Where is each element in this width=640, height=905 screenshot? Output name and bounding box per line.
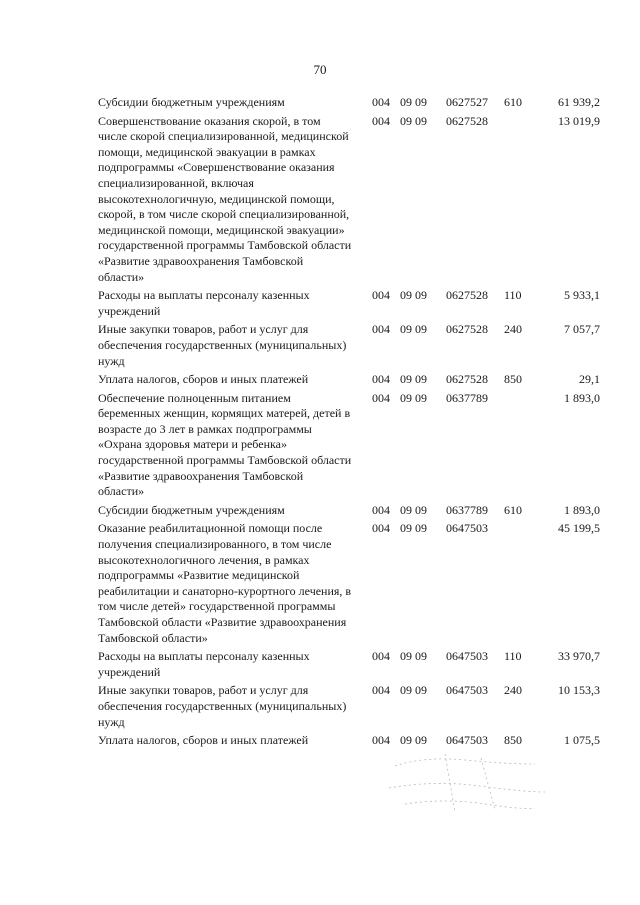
- row-name: Оказание реабилитационной помощи после получения специализированного, в том числе высокотехнологичного лечения, в рамках подпрограммы «Развитие медицинской реабилитации и санаторно-курортного лечения, в том числе детей» государственной программы Тамбовской области «Развитие здравоохранения Тамбовской области»: [98, 521, 352, 645]
- table-row: [98, 372, 608, 388]
- row-csr: 0647503: [446, 733, 488, 748]
- row-code: 004: [372, 733, 390, 748]
- budget-table: [98, 95, 608, 752]
- row-csr: 0637789: [446, 502, 488, 517]
- row-vr: 240: [504, 683, 522, 698]
- row-name: Расходы на выплаты персоналу казенных учреждений: [98, 649, 310, 679]
- row-csr: 0627528: [446, 372, 488, 387]
- row-csr: 0627527: [446, 95, 488, 109]
- row-name: Иные закупки товаров, работ и услуг для обеспечения государственных (муниципальных) нужд: [98, 683, 347, 729]
- table-row: [98, 521, 608, 646]
- table-row: [98, 503, 608, 519]
- row-code: 004: [372, 113, 390, 128]
- row-name: Иные закупки товаров, работ и услуг для обеспечения государственных (муниципальных) нужд: [98, 322, 347, 368]
- row-section: 09 09: [400, 95, 427, 109]
- row-amount: 1 893,0: [564, 502, 600, 517]
- row-code: 004: [372, 322, 390, 337]
- row-amount: 1 075,5: [564, 733, 600, 748]
- row-vr: 110: [504, 649, 522, 664]
- row-code: 004: [372, 683, 390, 698]
- row-vr: 110: [504, 288, 522, 303]
- row-amount: 33 970,7: [558, 649, 600, 664]
- table-row: [98, 114, 608, 286]
- row-amount: 7 057,7: [564, 322, 600, 337]
- row-name: Обеспечение полноценным питанием беременных женщин, кормящих матерей, детей в возрасте до 3 лет в рамках подпрограммы «Охрана здоровья матери и ребенка» государственной программы Тамбовской области «Развитие здравоохранения Тамбовской области»: [98, 390, 352, 499]
- row-section: 09 09: [400, 113, 427, 128]
- row-section: 09 09: [400, 733, 427, 748]
- row-amount: 13 019,9: [558, 113, 600, 128]
- row-amount: 45 199,5: [558, 521, 600, 536]
- row-section: 09 09: [400, 372, 427, 387]
- row-csr: 0627528: [446, 322, 488, 337]
- row-amount: 61 939,2: [558, 95, 600, 109]
- row-code: 004: [372, 649, 390, 664]
- row-name: Субсидии бюджетным учреждениям: [98, 95, 285, 109]
- table-row: [98, 322, 608, 369]
- row-code: 004: [372, 521, 390, 536]
- row-code: 004: [372, 95, 390, 109]
- row-amount: 5 933,1: [564, 288, 600, 303]
- row-section: 09 09: [400, 649, 427, 664]
- row-name: Расходы на выплаты персоналу казенных учреждений: [98, 288, 310, 318]
- table-row: [98, 649, 608, 680]
- row-vr: 240: [504, 322, 522, 337]
- row-section: 09 09: [400, 322, 427, 337]
- row-vr: 610: [504, 502, 522, 517]
- row-name: Уплата налогов, сборов и иных платежей: [98, 733, 309, 748]
- row-csr: 0637789: [446, 390, 488, 405]
- faint-stamp-mark: [385, 752, 550, 814]
- table-row: [98, 391, 608, 500]
- row-csr: 0647503: [446, 521, 488, 536]
- page-number: 70: [313, 62, 327, 77]
- row-vr: 850: [504, 372, 522, 387]
- table-row: [98, 288, 608, 319]
- row-amount: 29,1: [579, 372, 600, 387]
- row-vr: 610: [504, 95, 522, 109]
- row-vr: 850: [504, 733, 522, 748]
- row-code: 004: [372, 288, 390, 303]
- row-name: Совершенствование оказания скорой, в том числе скорой специализированной, медицинской помощи, медицинской эвакуации в рамках подпрограммы «Совершенствование оказания специализированной, включая высокотехнологичную, медицинской помощи, скорой, в том числе скорой специализированной, медицинской помощи, медицинской эвакуации» государственной программы Тамбовской области «Развитие здравоохранения Тамбовской области»: [98, 113, 352, 284]
- row-code: 004: [372, 372, 390, 387]
- row-section: 09 09: [400, 683, 427, 698]
- row-amount: 1 893,0: [564, 390, 600, 405]
- row-section: 09 09: [400, 521, 427, 536]
- row-csr: 0627528: [446, 113, 488, 128]
- table-row: [98, 95, 608, 111]
- row-section: 09 09: [400, 288, 427, 303]
- row-code: 004: [372, 390, 390, 405]
- table-row: [98, 733, 608, 749]
- row-amount: 10 153,3: [558, 683, 600, 698]
- row-csr: 0627528: [446, 288, 488, 303]
- row-section: 09 09: [400, 390, 427, 405]
- row-csr: 0647503: [446, 683, 488, 698]
- row-name: Субсидии бюджетным учреждениям: [98, 502, 285, 517]
- row-section: 09 09: [400, 502, 427, 517]
- row-name: Уплата налогов, сборов и иных платежей: [98, 372, 309, 387]
- row-code: 004: [372, 502, 390, 517]
- table-row: [98, 683, 608, 730]
- row-csr: 0647503: [446, 649, 488, 664]
